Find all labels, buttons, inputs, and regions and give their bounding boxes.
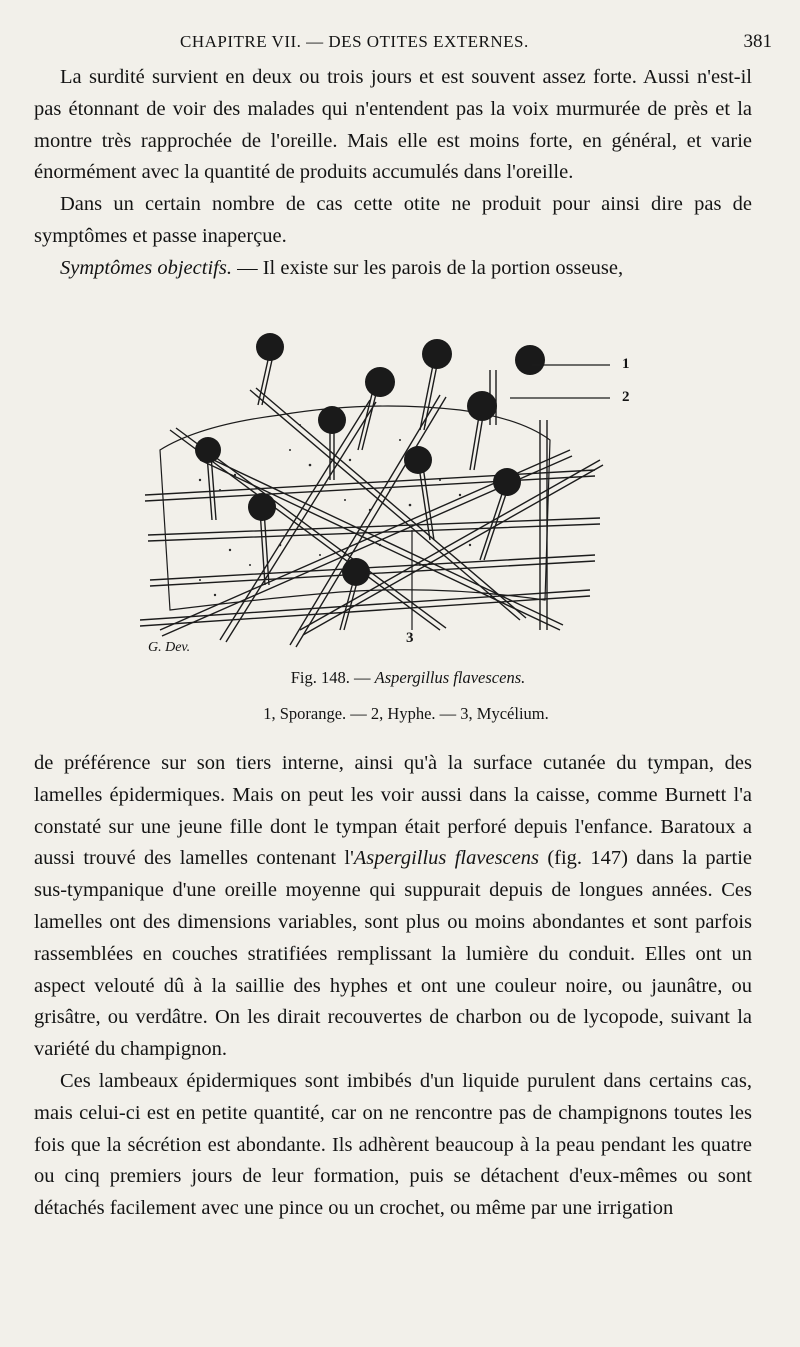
paragraph: La surdité survient en deux ou trois jours et est souvent assez forte. Aussi n'est-il pas étonnant de voir des malades qui n'entendent pas la voix murmurée de près et la montre très rapprochée de l'oreille. Mais elle est moins forte, en général, et varie énormément avec la quantité de produits accumulés dans l'oreille. [34, 66, 752, 184]
figure-label-3: 3 [406, 630, 414, 646]
figure-caption [8, 668, 800, 688]
paragraph: Ces lambeaux épidermiques sont imbibés d'un liquide purulent dans certains cas, mais celui-ci est en petite quantité, car on ne rencontre pas de champignons toutes les fois que la sécrétion est abondante. Ils adhèrent beaucoup à la peau pendant les quatre ou cinq premiers jours de leur formation, puis se détachent d'eux-mêmes ou sont détachés facilement avec une pince ou un crochet, ou même par une irrigation [34, 1069, 752, 1220]
aspergillus-illustration [140, 330, 610, 660]
running-title: CHAPITRE VII. — DES OTITES EXTERNES. [180, 32, 529, 51]
paragraph-text: de préférence sur son tiers interne, ainsi qu'à la surface cutanée du tympan, des lamelles épidermiques. Mais on peut les voir aussi dans la caisse, comme Burnett l'a constaté sur une jeune fille dont le tympan était perforé depuis l'enfance. Baratoux a aussi trouvé des lamelles contenant l' [34, 752, 752, 870]
paragraph [34, 748, 752, 1066]
paragraph-text: (fig. 147) dans la partie sus-tympanique d'une oreille moyenne qui suppurait depuis de longues années. Ces lamelles ont des dimensions variables, sont plus ou moins abondantes et sont parfois rassemblées en couches stratifiées remplissant la lumière du conduit. Elles ont un aspect velouté dû à la saillie des hyphes et ont une couleur noire, ou jaunâtre, ou grisâtre, ou verdâtre. On les dirait recouvertes de charbon ou de lycopode, suivant la variété du champignon. [34, 847, 752, 1061]
figure-aspergillus [140, 330, 630, 660]
paragraph: Dans un certain nombre de cas cette otite ne produit pour ainsi dire pas de symptômes et passe inaperçue. [34, 193, 752, 247]
paragraph [34, 253, 752, 285]
paragraph-text: — Il existe sur les parois de la portion osseuse, [231, 256, 624, 279]
body-text-bottom [34, 748, 752, 1225]
caption-title: Aspergillus flavescens. [374, 668, 526, 687]
page-header [30, 28, 772, 58]
species-name: Aspergillus flavescens [353, 847, 539, 870]
body-text-top [34, 62, 752, 285]
engraver-signature: G. Dev. [148, 640, 191, 655]
figure-legend: 1, Sporange. — 2, Hyphe. — 3, Mycélium. [263, 704, 549, 723]
section-label: Symptômes objectifs. [60, 256, 232, 279]
page-number: 381 [743, 31, 772, 52]
caption-prefix: Fig. 148. — [290, 668, 375, 687]
figure-label-1: 1 [622, 356, 630, 372]
figure-label-2: 2 [622, 389, 630, 405]
